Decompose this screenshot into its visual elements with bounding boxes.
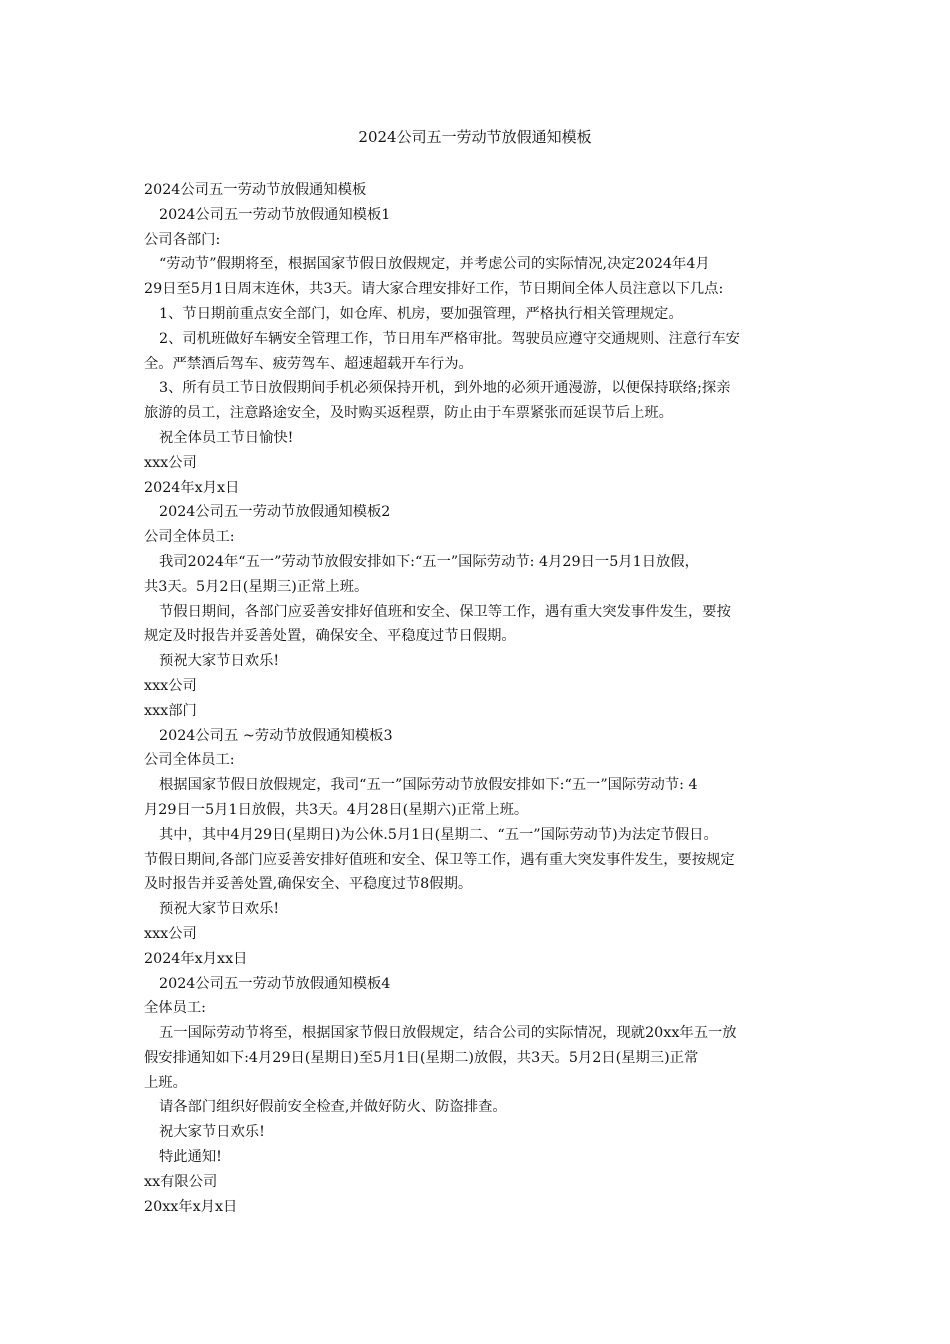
text-line: 3、所有员工节日放假期间手机必须保持开机，到外地的必须开通漫游，以便保持联络;探亲 [159, 380, 731, 397]
text-line: 祝全体员工节日愉快! [159, 429, 294, 446]
text-line: 全。严禁酒后驾车、疲劳驾车、超速超载开车行为。 [144, 355, 473, 372]
text-line: 20xx年x月x日 [144, 1198, 238, 1215]
text-line: 根据国家节假日放假规定，我司“五一”国际劳动节放假安排如下:“五一”国际劳动节: 4 [159, 777, 698, 794]
text-line: 节假日期间,各部门应妥善安排好值班和安全、保卫等工作，遇有重大突发事件发生，要按规定 [144, 851, 735, 868]
text-line: 我司2024年“五一”劳动节放假安排如下:“五一”国际劳动节: 4月29日一5月1日放假， [159, 553, 699, 570]
text-line: 2、司机班做好车辆安全管理工作，节日用车严格审批。驾驶员应遵守交通规则、注意行车安 [159, 330, 740, 347]
page-title: 2024公司五一劳动节放假通知模板 [358, 128, 592, 146]
text-line: xxx公司 [144, 925, 197, 942]
document-body [144, 178, 824, 1219]
text-line: 共3天。5月2日(星期三)正常上班。 [144, 578, 369, 595]
text-line: 旅游的员工，注意路途安全，及时购买返程票，防止由于车票紧张而延误节后上班。 [144, 405, 673, 422]
text-line: 节假日期间，各部门应妥善安排好值班和安全、保卫等工作，遇有重大突发事件发生，要按 [159, 603, 731, 620]
text-line: 月29日一5月1日放假，共3天。4月28日(星期六)正常上班。 [144, 801, 529, 818]
text-line: 公司全体员工: [144, 752, 235, 769]
text-line: 规定及时报告并妥善处置，确保安全、平稳度过节日假期。 [144, 628, 516, 645]
text-line: 29日至5月1日周末连休，共3天。请大家合理安排好工作，节日期间全体人员注意以下几点: [144, 281, 724, 298]
text-line: 预祝大家节日欢乐! [159, 901, 280, 918]
text-line: xxx部门 [144, 702, 197, 719]
text-line: 2024公司五一劳动节放假通知模板4 [159, 975, 391, 992]
text-line: 及时报告并妥善处置,确保安全、平稳度过节8假期。 [144, 876, 473, 893]
text-line: xxx公司 [144, 677, 197, 694]
text-line: “劳动节”假期将至，根据国家节假日放假规定，并考虑公司的实际情况,决定2024年4月 [159, 256, 710, 273]
text-line: 假安排通知如下:4月29日(星期日)至5月1日(星期二)放假，共3天。5月2日(星期三)正常 [144, 1049, 699, 1066]
text-line: xx有限公司 [144, 1173, 218, 1190]
text-line: 预祝大家节日欢乐! [159, 653, 280, 670]
text-line: 五一国际劳动节将至，根据国家节假日放假规定，结合公司的实际情况，现就20xx年五一放 [159, 1025, 737, 1042]
text-line: 2024年x月xx日 [144, 950, 248, 967]
text-line: 2024公司五一劳动节放假通知模板 [144, 182, 367, 198]
text-line: xxx公司 [144, 454, 197, 471]
text-line: 2024年x月x日 [144, 479, 240, 496]
text-line: 2024公司五 ~劳动节放假通知模板3 [159, 727, 393, 744]
text-line: 公司全体员工: [144, 529, 235, 546]
text-line: 特此通知! [159, 1149, 222, 1166]
text-line: 1、节日期前重点安全部门，如仓库、机房，要加强管理，严格执行相关管理规定。 [159, 305, 683, 322]
text-line: 2024公司五一劳动节放假通知模板2 [159, 504, 391, 521]
text-line: 其中，其中4月29日(星期日)为公休.5月1日(星期二、“五一”国际劳动节)为法定节假日。 [159, 826, 718, 843]
text-line: 上班。 [144, 1074, 187, 1091]
text-line: 2024公司五一劳动节放假通知模板1 [159, 206, 391, 223]
text-line: 公司各部门: [144, 231, 221, 248]
text-line: 请各部门组织好假前安全检查,并做好防火、防盗排查。 [159, 1099, 507, 1116]
text-line: 全体员工: [144, 1000, 207, 1017]
text-line: 祝大家节日欢乐! [159, 1124, 265, 1141]
